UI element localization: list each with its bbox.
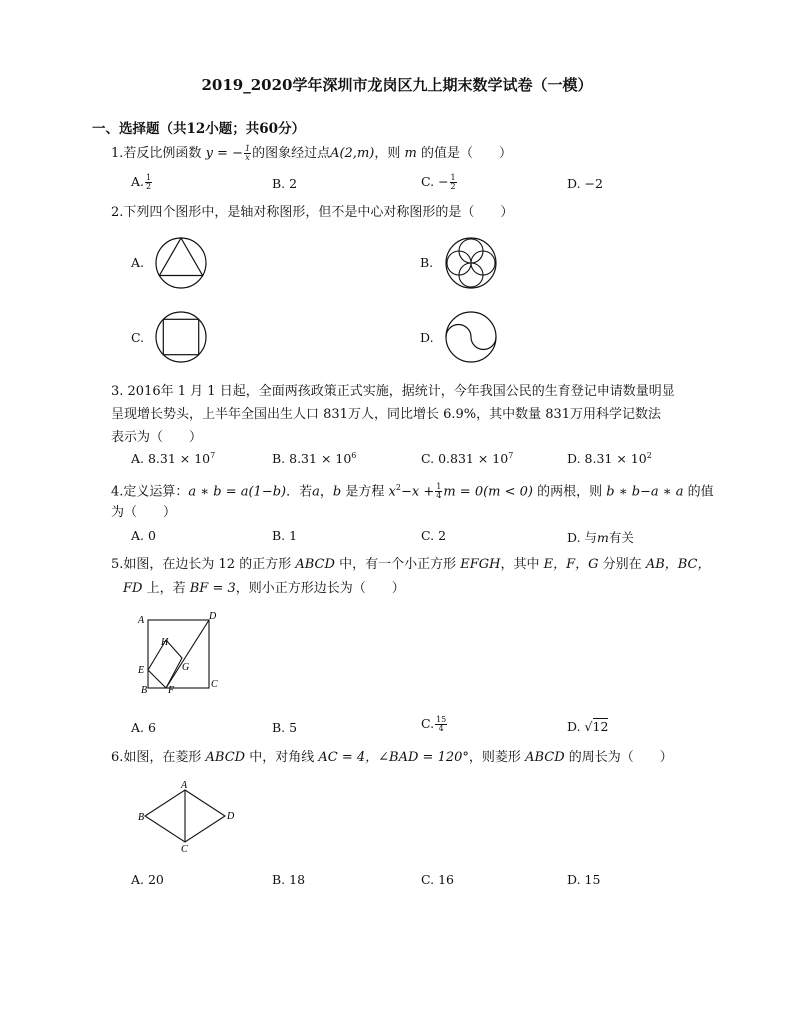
q6-option-a[interactable]: A. 20	[131, 872, 164, 887]
question-3-line-3: 表示为（ ）	[111, 430, 203, 445]
page-title: 2019_2020学年深圳市龙岗区九上期末数学试卷（一模）	[201, 76, 593, 94]
question-1: 1.若反比例函数 y = − $\frac{1}{x}$ 的图象经过点A(2,m)，则 m 的值是（ ）	[111, 144, 512, 162]
q3-option-d[interactable]: D. $8.31 \times 10^2$	[567, 451, 652, 467]
figure-circle-triangle	[154, 237, 210, 293]
q6-option-d[interactable]: D. 15	[567, 872, 601, 887]
q2-option-d[interactable]: D.	[420, 330, 434, 345]
label-B: B	[141, 685, 148, 696]
question-4-line-2: 为（ ）	[111, 505, 177, 520]
q6-option-c[interactable]: C. 16	[421, 872, 454, 887]
question-6: 6.如图，在菱形 ABCD 中，对角线 AC = 4，∠BAD = 120°，则菱形 ABCD 的周长为（ ）	[111, 750, 673, 765]
question-5-line-1: 5.如图，在边长为 12 的正方形 ABCD 中，有一个小正方形 EFGH，其中 E，F，G 分别在 AB，BC，	[111, 557, 711, 572]
question-4-line-1: 4.定义运算：a ∗ b = a(1−b)．若a，b 是方程 $x^2-x$ + $\frac{1}{4}$ m = 0(m < 0) 的两根，则 b ∗ b−a ∗ a 的值	[111, 482, 714, 501]
question-3-line-1: 3. 2016年 1 月 1 日起，全面两孩政策正式实施，据统计，今年我国公民的生育登记申请数量明显	[111, 384, 675, 399]
q3-option-b[interactable]: B. $8.31 \times 10^6$	[272, 451, 357, 467]
label-D: D	[227, 811, 235, 822]
q2-option-c[interactable]: C.	[131, 330, 145, 345]
q3-option-a[interactable]: A. $8.31 \times 10^7$	[131, 451, 216, 467]
label-C: C	[211, 679, 218, 690]
label-F: F	[168, 685, 175, 696]
question-3-line-2: 呈现增长势头，上半年全国出生人口 831万人，同比增长 6.9%，其中数量 831万用科学记数法	[111, 407, 662, 422]
q5-option-d[interactable]: D. √12	[567, 719, 609, 734]
q5-option-c[interactable]: C. $\frac{15}{4}$	[421, 715, 447, 733]
figure-circle-four-petals	[445, 237, 501, 293]
label-E: E	[138, 665, 145, 676]
q4-option-b[interactable]: B. 1	[272, 528, 298, 543]
q1-option-a[interactable]: A. $\frac{1}{2}$	[131, 173, 152, 191]
q2-option-a[interactable]: A.	[131, 255, 145, 270]
label-B: B	[138, 812, 145, 823]
q5-option-b[interactable]: B. 5	[272, 720, 298, 735]
section-heading: 一、选择题（共12小题；共60分）	[92, 121, 306, 137]
figure-circle-square	[154, 311, 210, 367]
label-D: D	[209, 611, 217, 622]
q2-option-b[interactable]: B.	[420, 255, 434, 270]
figure-squares-abcd-efgh	[136, 611, 226, 701]
q1-option-c[interactable]: C. − $\frac{1}{2}$	[421, 173, 456, 191]
q6-option-b[interactable]: B. 18	[272, 872, 306, 887]
label-A: A	[181, 780, 188, 791]
label-A: A	[138, 615, 145, 626]
figure-circle-s-curve	[445, 311, 501, 367]
q3-option-c[interactable]: C. $0.831 \times 10^7$	[421, 451, 514, 467]
q5-option-a[interactable]: A. 6	[131, 720, 156, 735]
label-H: H	[161, 637, 169, 648]
question-2: 2.下列四个图形中，是轴对称图形，但不是中心对称图形的是（ ）	[111, 205, 514, 220]
sqrt-icon: √	[584, 719, 593, 734]
figure-rhombus-abcd	[138, 782, 248, 854]
q4-option-d[interactable]: D. 与m有关	[567, 530, 634, 545]
question-5-line-2: FD 上，若 BF = 3，则小正方形边长为（ ）	[123, 581, 405, 596]
q1-option-b[interactable]: B. 2	[272, 176, 298, 191]
label-C: C	[181, 844, 188, 855]
q1-option-d[interactable]: D. −2	[567, 176, 603, 191]
q4-option-a[interactable]: A. 0	[131, 528, 156, 543]
label-G: G	[182, 662, 190, 673]
q4-option-c[interactable]: C. 2	[421, 528, 447, 543]
